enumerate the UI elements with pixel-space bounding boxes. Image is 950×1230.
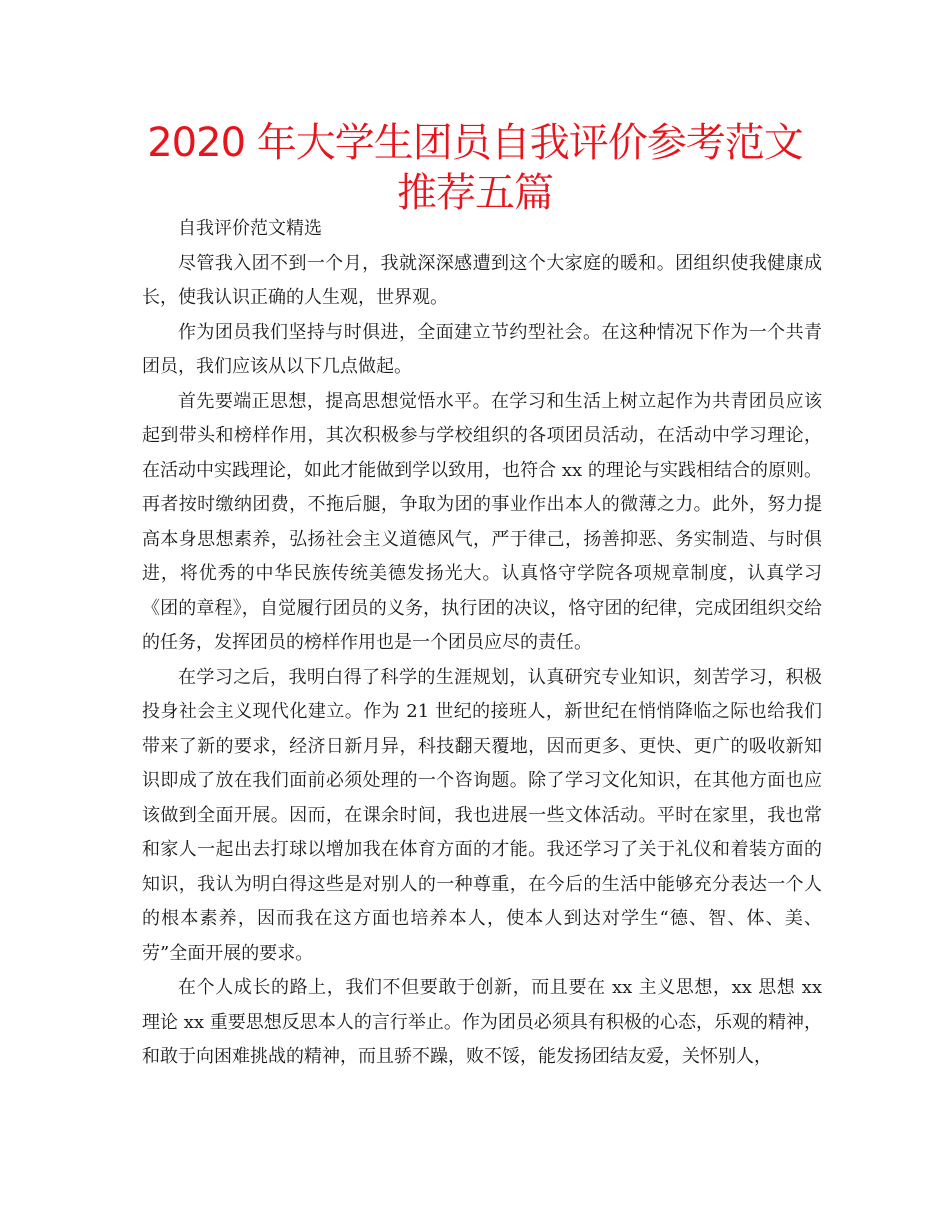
paragraph-subtitle: 自我评价范文精选 — [178, 218, 322, 239]
paragraph: 首先要端正思想，提高思想觉悟水平。在学习和生活上树立起作为共青团员应该起到带头和榜样作用，其次积极参与学校组织的各项团员活动，在活动中学习理论，在活动中实践理论，如此才能做到学以致用，也符合 xx 的理论与实践相结合的原则。再者按时缴纳团费，不拖后腿，争取为团的事业作出本人的微薄之力。此外，努力提高本身思想素养，弘扬社会主义道德风气，严于律己，扬善抑恶、务实制造、与时俱进，将优秀的中华民族传统美德发扬光大。认真恪守学院各项规章制度，认真学习《团的章程》，自觉履行团员的义务，执行团的决议，恪守团的纪律，完成团组织交给的任务，发挥团员的榜样作用也是一个团员应尽的责任。 — [142, 390, 822, 653]
document-body — [142, 212, 822, 1075]
paragraph: 作为团员我们坚持与时俱进，全面建立节约型社会。在这种情况下作为一个共青团员，我们应该从以下几点做起。 — [142, 321, 822, 377]
document-title: 2020 年大学生团员自我评价参考范文推荐五篇 — [147, 120, 803, 216]
paragraph: 在个人成长的路上，我们不但要敢于创新，而且要在 xx 主义思想，xx 思想 xx 理论 xx 重要思想反思本人的言行举止。作为团员必须具有积极的心态，乐观的精神，和敢于向困难挑战的精神，而且骄不躁，败不馁，能发扬团结友爱，关怀别人， — [142, 977, 822, 1067]
paragraph: 尽管我入团不到一个月，我就深深感遭到这个大家庭的暖和。团组织使我健康成长，使我认识正确的人生观，世界观。 — [142, 252, 822, 308]
paragraph: 在学习之后，我明白得了科学的生涯规划，认真研究专业知识，刻苦学习，积极投身社会主义现代化建立。作为 21 世纪的接班人，新世纪在悄悄降临之际也给我们带来了新的要求，经济日新月异，科技翻天覆地，因而更多、更快、更广的吸收新知识即成了放在我们面前必须处理的一个咨询题。除了学习文化知识，在其他方面也应该做到全面开展。因而，在课余时间，我也进展一些文体活动。平时在家里，我也常和家人一起出去打球以增加我在体育方面的才能。我还学习了关于礼仪和着装方面的知识，我认为明白得这些是对别人的一种尊重，在今后的生活中能够充分表达一个人的根本素养，因而我在这方面也培养本人，使本人到达对学生“德、智、体、美、劳”全面开展的要求。 — [142, 666, 822, 964]
